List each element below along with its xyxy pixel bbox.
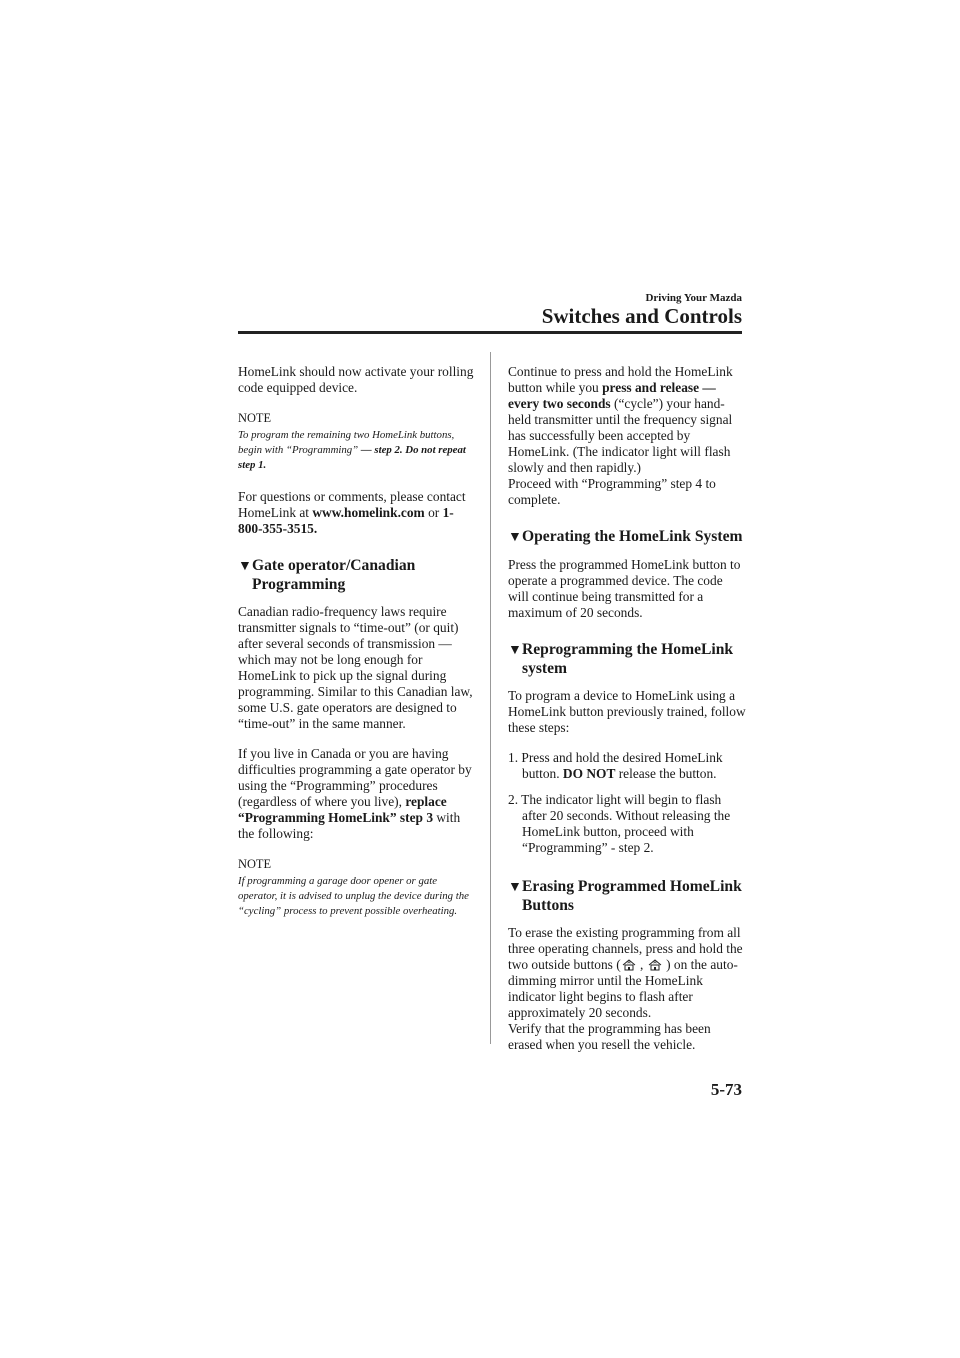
- paragraph-text: (“cycle”) your hand-held transmitter until the frequency signal has successfully been accepted by HomeLink. (The indicator light will flash slowly and then rapidly.): [508, 396, 733, 475]
- page-number: 5-73: [710, 1080, 742, 1099]
- triangle-down-icon: ▼: [508, 880, 522, 895]
- right-column: [508, 364, 746, 1067]
- triangle-down-icon: ▼: [508, 643, 522, 658]
- paragraph: To program a device to HomeLink using a HomeLink button previously trained, follow these steps:: [508, 688, 746, 735]
- paragraph-text: If you live in Canada or you are having difficulties programming a gate operator by using the “Programming” procedures (regardless of where you live),: [238, 746, 472, 809]
- heading-gate-operator: [238, 557, 476, 594]
- homelink-house-icon: [647, 959, 663, 971]
- step-text: release the button.: [615, 766, 717, 781]
- list-item: 2. The indicator light will begin to flash after 20 seconds. Without releasing the HomeLink button, proceed with “Programming” - step 2.: [508, 792, 731, 855]
- heading-text: Erasing Programmed HomeLink Buttons: [522, 878, 742, 914]
- left-column: [238, 364, 476, 935]
- paragraph: Canadian radio-frequency laws require transmitter signals to “time-out” (or quit) after several seconds of transmission ― which may not be long enough for HomeLink to pick up the signal during programming. Similar to this Canadian law, some U.S. gate operators are designed to “time-out” in the same manner.: [238, 604, 473, 731]
- paragraph-text: To erase the existing programming from all three operating channels, press and hold the two outside buttons (: [508, 925, 743, 972]
- list-item: [508, 750, 746, 782]
- note-label: NOTE: [238, 857, 272, 871]
- paragraph: HomeLink should now activate your rolling code equipped device.: [238, 364, 474, 395]
- paragraph: Press the programmed HomeLink button to operate a programmed device. The code will continue being transmitted for a maximum of 20 seconds.: [508, 557, 741, 620]
- step-emphasis: DO NOT: [562, 766, 616, 781]
- paragraph-text: ) on the auto-dimming mirror until the HomeLink indicator light begins to flash after approximately 20 seconds.: [508, 957, 738, 1020]
- note-text: To program the remaining two HomeLink buttons, begin with “Programming”: [238, 429, 455, 456]
- header-rule: [238, 331, 742, 334]
- step-text: 1. Press and hold the desired HomeLink button.: [508, 750, 723, 781]
- triangle-down-icon: ▼: [508, 530, 522, 545]
- contact-text: For questions or comments, please contact HomeLink at: [238, 489, 466, 520]
- column-divider: [490, 352, 491, 1044]
- contact-paragraph: [238, 489, 476, 537]
- paragraph-text: ,: [636, 957, 647, 972]
- paragraph: [508, 925, 746, 1053]
- paragraph: [508, 364, 746, 508]
- heading-reprogramming: [508, 641, 746, 678]
- heading-text: Gate operator/Canadian Programming: [252, 557, 416, 593]
- heading-text: Reprogramming the HomeLink system: [522, 641, 734, 677]
- note-body: If programming a garage door opener or gate operator, it is advised to unplug the device during the “cycling” process to prevent possible overheating.: [238, 875, 469, 917]
- note-body: [238, 428, 476, 473]
- heading-operating: [508, 528, 746, 547]
- section-label: Driving Your Mazda: [645, 292, 742, 304]
- note-label: NOTE: [238, 411, 272, 425]
- paragraph: [238, 746, 476, 842]
- paragraph-text: with the following:: [238, 810, 461, 841]
- paragraph-text: Continue to press and hold the HomeLink button while you: [508, 364, 733, 395]
- homelink-phone: 1-800-355-3515.: [238, 505, 454, 536]
- paragraph-emphasis: replace “Programming HomeLink” step 3: [238, 794, 447, 825]
- triangle-down-icon: ▼: [238, 559, 252, 574]
- page-header-title: Switches and Controls: [541, 304, 742, 328]
- homelink-url: www.homelink.com: [312, 505, 425, 520]
- contact-text-or: or: [424, 505, 443, 520]
- note-emphasis: — step 2. Do not repeat step 1.: [238, 444, 466, 471]
- paragraph-text: Verify that the programming has been erased when you resell the vehicle.: [508, 1021, 711, 1052]
- homelink-house-icon: [621, 959, 637, 971]
- paragraph-text: Proceed with “Programming” step 4 to complete.: [508, 476, 716, 507]
- paragraph-emphasis: press and release ― every two seconds: [508, 380, 716, 411]
- heading-text: Operating the HomeLink System: [522, 528, 743, 545]
- heading-erasing: [508, 878, 746, 915]
